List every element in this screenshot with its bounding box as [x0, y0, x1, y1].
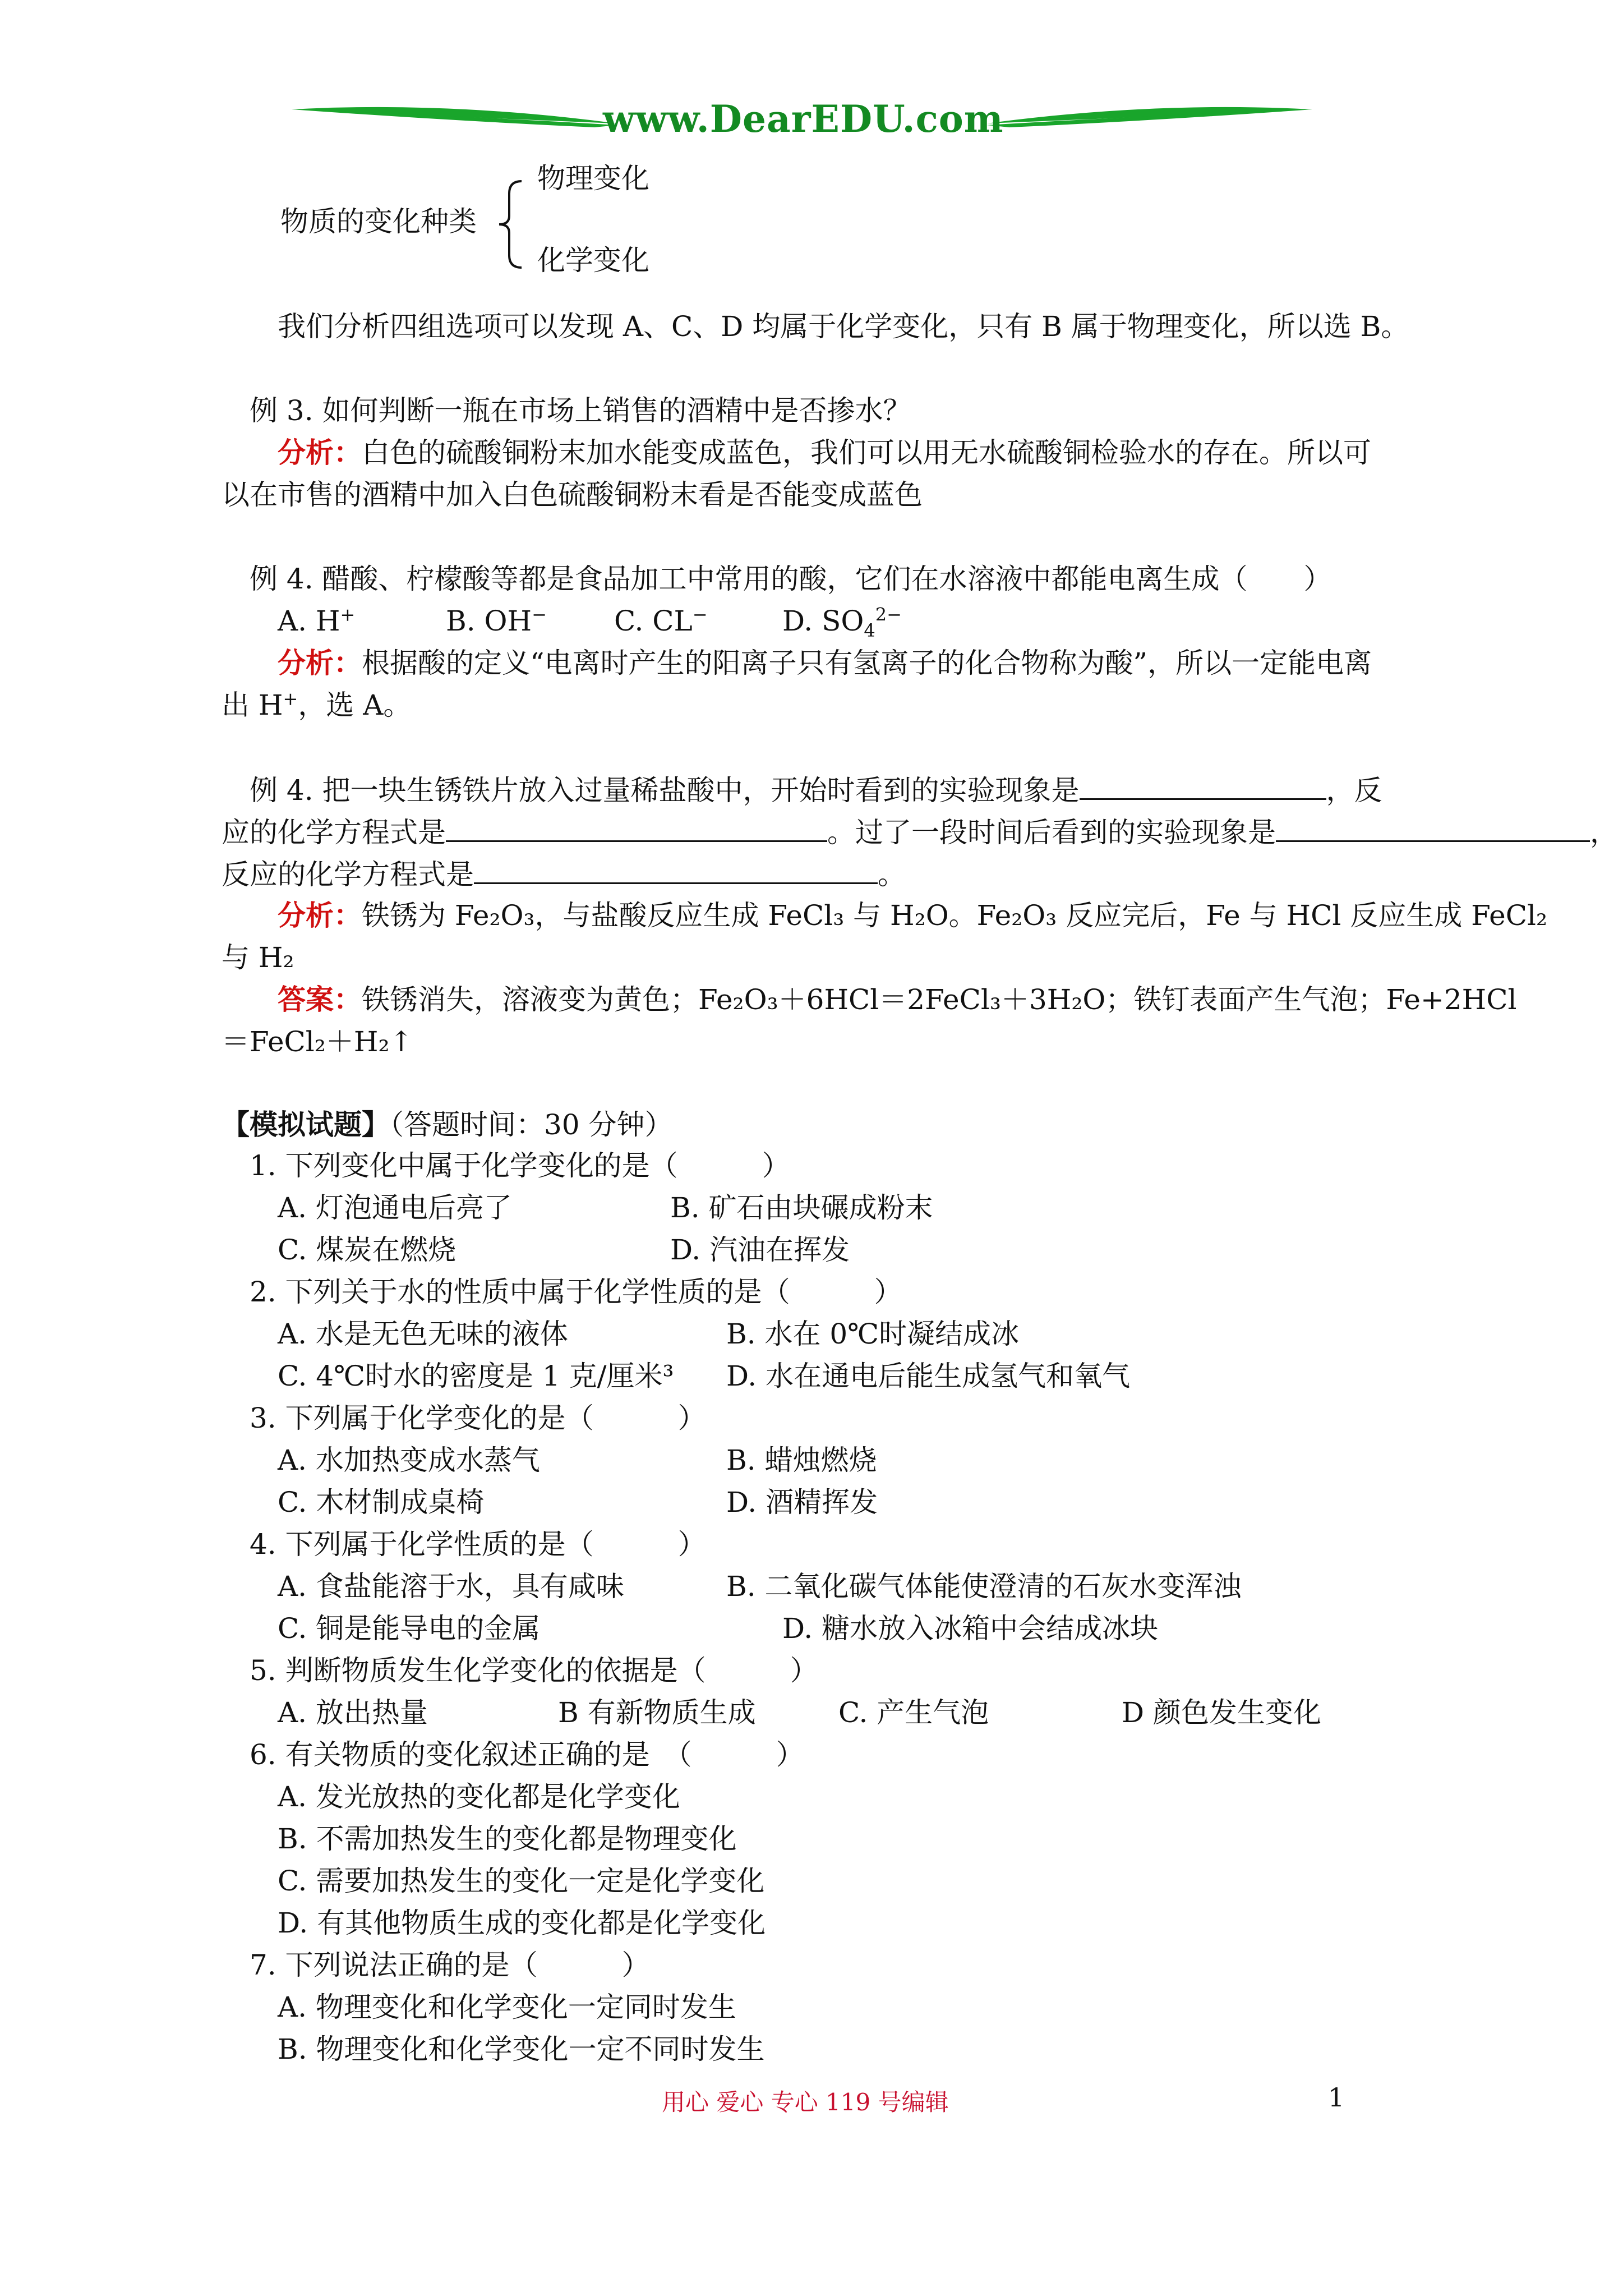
- q1-option-a[interactable]: A. 灯泡通电后亮了: [278, 1191, 512, 1224]
- page-number: 1: [1328, 2082, 1345, 2113]
- mock-heading: 【模拟试题】（答题时间：30 分钟）: [222, 1108, 673, 1141]
- ex3-analysis-line2: 以在市售的酒精中加入白色硫酸铜粉末看是否能变成蓝色: [222, 478, 923, 511]
- ex3-analysis-label: 分析：: [278, 436, 362, 469]
- q5-option-c[interactable]: C. 产生气泡: [838, 1696, 989, 1729]
- footer-text: 用心 爱心 专心 119 号编辑: [662, 2088, 949, 2116]
- q4-option-a[interactable]: A. 食盐能溶于水，具有咸味: [278, 1570, 624, 1603]
- ex4b-analysis: 分析：铁锈为 Fe₂O₃，与盐酸反应生成 FeCl₃ 与 H₂O。Fe₂O₃ 反应完后，Fe 与 HCl 反应生成 FeCl₂: [278, 899, 1548, 932]
- q2-option-c[interactable]: C. 4℃时水的密度是 1 克/厘米³: [278, 1360, 674, 1392]
- answer-blank-4[interactable]: [474, 857, 878, 884]
- ex3-analysis: [278, 436, 1371, 470]
- q2: 2. 下列关于水的性质中属于化学性质的是（ ）: [250, 1276, 902, 1308]
- q2-option-b[interactable]: B. 水在 0℃时凝结成冰: [726, 1318, 1020, 1350]
- q1: 1. 下列变化中属于化学变化的是（ ）: [250, 1149, 790, 1182]
- q3-option-b[interactable]: B. 蜡烛燃烧: [726, 1444, 877, 1476]
- q1-option-c[interactable]: C. 煤炭在燃烧: [278, 1234, 457, 1266]
- q4-option-b[interactable]: B. 二氧化碳气体能使澄清的石灰水变浑浊: [726, 1570, 1242, 1603]
- q3-option-a[interactable]: A. 水加热变成水蒸气: [278, 1444, 540, 1476]
- q2-option-a[interactable]: A. 水是无色无味的液体: [278, 1318, 568, 1350]
- ex4b-question-line3: 反应的化学方程式是 。: [222, 857, 906, 891]
- ex4a-option-a: A. H+: [278, 604, 356, 637]
- q5-option-a[interactable]: A. 放出热量: [278, 1696, 428, 1729]
- q2-option-d[interactable]: D. 水在通电后能生成氢气和氧气: [726, 1360, 1131, 1392]
- ex2-conclusion: 我们分析四组选项可以发现 A、C、D 均属于化学变化，只有 B 属于物理变化，所以选 B。: [278, 310, 1409, 343]
- ex4a-option-d: D. $SO_4^{2-}$: [782, 604, 902, 641]
- q6-option-a[interactable]: A. 发光放热的变化都是化学变化: [278, 1780, 680, 1813]
- q5-option-d[interactable]: D 颜色发生变化: [1122, 1696, 1321, 1729]
- answer-blank-2[interactable]: [446, 815, 827, 842]
- ex4a-question: 例 4. 醋酸、柠檬酸等都是食品加工中常用的酸，它们在水溶液中都能电离生成（ ）: [250, 563, 1332, 595]
- q6-option-b[interactable]: B. 不需加热发生的变化都是物理变化: [278, 1823, 737, 1855]
- q3: 3. 下列属于化学变化的是（ ）: [250, 1402, 706, 1434]
- q7-option-a[interactable]: A. 物理变化和化学变化一定同时发生: [278, 1991, 736, 2023]
- ex4b-analysis-label: 分析：: [278, 899, 362, 932]
- ex4a-analysis: 分析：根据酸的定义“电离时产生的阳离子只有氢离子的化合物称为酸”，所以一定能电离: [278, 646, 1372, 679]
- q4: 4. 下列属于化学性质的是（ ）: [250, 1528, 706, 1561]
- q4-option-c[interactable]: C. 铜是能导电的金属: [278, 1612, 541, 1645]
- q6-option-c[interactable]: C. 需要加热发生的变化一定是化学变化: [278, 1865, 765, 1897]
- q5: 5. 判断物质发生化学变化的依据是（ ）: [250, 1654, 818, 1687]
- q3-option-d[interactable]: D. 酒精挥发: [726, 1486, 878, 1519]
- ex4a-analysis-line2: 出 H+，选 A。: [222, 688, 412, 721]
- ex4b-answer: 答案：铁锈消失，溶液变为黄色；Fe₂O₃＋6HCl＝2FeCl₃＋3H₂O；铁钉表面产生气泡；Fe+2HCl: [278, 983, 1517, 1016]
- answer-blank-1[interactable]: [1080, 772, 1326, 800]
- q7: 7. 下列说法正确的是（ ）: [250, 1949, 650, 1981]
- q1-option-b[interactable]: B. 矿石由块碾成粉末: [670, 1191, 933, 1224]
- header-logo[interactable]: www.DearEDU.com: [603, 97, 1004, 141]
- q6: 6. 有关物质的变化叙述正确的是 （ ）: [250, 1738, 804, 1771]
- diagram-branch-chemical: 化学变化: [537, 244, 649, 277]
- q3-option-c[interactable]: C. 木材制成桌椅: [278, 1486, 485, 1519]
- ex4b-analysis-line2: 与 H₂: [222, 941, 294, 974]
- diagram-root-label: 物质的变化种类: [280, 205, 477, 238]
- answer-blank-3[interactable]: [1276, 815, 1590, 842]
- ex4b-answer-line2: ＝FeCl₂＋H₂↑: [222, 1025, 413, 1058]
- ex4a-option-c: C. CL−: [614, 604, 708, 637]
- q5-option-b[interactable]: B 有新物质生成: [558, 1696, 756, 1729]
- ex4b-answer-label: 答案：: [278, 983, 362, 1016]
- brace-icon: [494, 177, 527, 272]
- ex4a-option-b: B. OH−: [446, 604, 547, 637]
- ex4b-question-line1: 例 4. 把一块生锈铁片放入过量稀盐酸中，开始时看到的实验现象是 ，反: [250, 772, 1382, 807]
- q1-option-d[interactable]: D. 汽油在挥发: [670, 1234, 850, 1266]
- ex3-analysis-line1: 白色的硫酸铜粉末加水能变成蓝色，我们可以用无水硫酸铜检验水的存在。所以可: [362, 436, 1371, 469]
- q7-option-b[interactable]: B. 物理变化和化学变化一定不同时发生: [278, 2033, 765, 2065]
- header-banner: [280, 93, 1324, 154]
- ex3-question: 例 3. 如何判断一瓶在市场上销售的酒精中是否掺水？: [250, 394, 911, 427]
- ex4b-question-line2: 应的化学方程式是 。过了一段时间后看到的实验现象是 ，: [222, 815, 1618, 849]
- ex4a-analysis-label: 分析：: [278, 646, 362, 679]
- diagram-branch-physical: 物理变化: [537, 162, 649, 195]
- q6-option-d[interactable]: D. 有其他物质生成的变化都是化学变化: [278, 1907, 766, 1939]
- q4-option-d[interactable]: D. 糖水放入冰箱中会结成冰块: [782, 1612, 1159, 1645]
